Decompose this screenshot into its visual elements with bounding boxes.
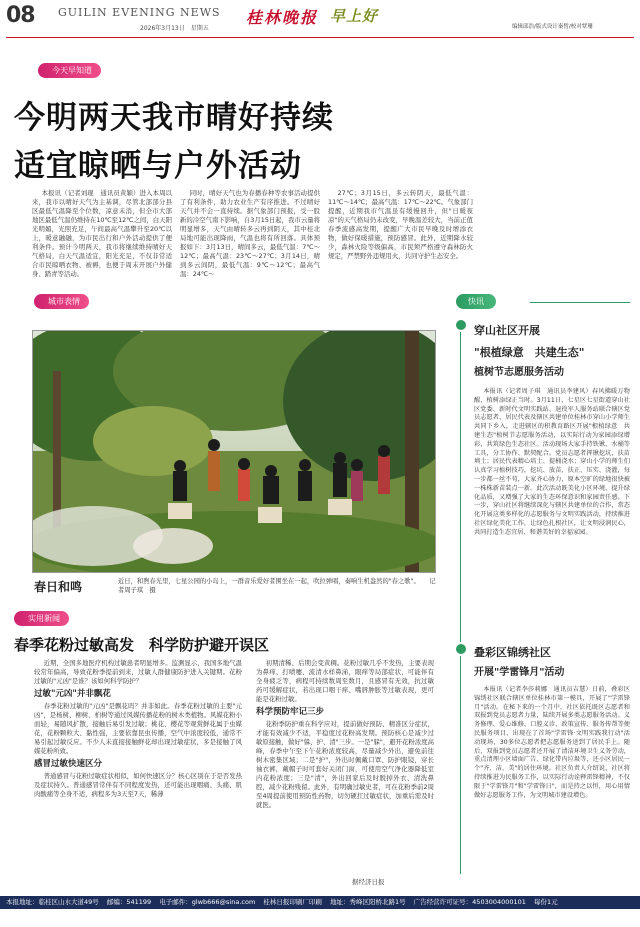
- footer-email: 电子邮件：glwb666@sina.com: [159, 898, 256, 906]
- pollen-subhead-3: 科学预防牢记三步: [256, 707, 325, 717]
- footer-printer-address: 地址：秀峰区阳桥北路1号: [329, 898, 406, 906]
- headline-line2: 适宜晾晒与户外活动: [14, 148, 302, 184]
- brief-bullet-1: [456, 320, 466, 330]
- footer-price: 每份1元: [534, 898, 558, 906]
- brief-line-1: [460, 332, 461, 642]
- section-logo: 早上好: [330, 7, 379, 25]
- editor-credits: 编辑邱浩/版式设计秦皙/校对覃珊: [512, 24, 593, 30]
- issue-date: 2026年3月13日 星期五: [140, 25, 209, 32]
- pollen-paragraph-1: 春季花粉过敏的"元凶"是飘花吗？并非如此。春季花粉过敏的主要"元凶"，是杨树、柳树、柏树等通过风媒传播花粉的树木类植物。风媒花粉小而轻，易随风扩散，接触后易引发过敏；桃花、樱花等观赏鲜花属于虫媒花，花粉颗粒大、黏性强，主要依靠昆虫传播，空气中浓度较低，通常不易引起过敏反应。不少人未直接接触鲜花却出现过敏症状，多是接触了风媒花粉所致。: [34, 702, 242, 755]
- header-divider: [6, 37, 634, 38]
- pollen-headline: 春季花粉过敏高发 科学防护避开误区: [14, 636, 270, 654]
- brief1-body: 本报讯（记者周子琪 通讯员李建风）春风拂暖万物醒，植树添绿正当时。3月11日，七星区七星街道穿山社区党委、新时代文明实践站、退役军人服务站联合辖区党员志愿者、居民代表及辖区共建单位桂林市穿山小学师生共同下乡入，走进辖区的积教育路区开展"根植绿意 共建生态"植树节志愿服务活动，以实际行动为家园添绿增彩，共筑绿色生态社区。活动现场大家手持铁锹、水桶等工具，分工协作、默契配合。党员志愿者挥锹挖坑，扶苗填土；居民代表精心培土、提桶浇水；穿山小学的师生们认真学习植树技巧，挖坑、放苗、扶正、压实、浇灌，每一步都一丝不苟，大家齐心协力，原本空旷的绿地很快被一株株新苗装点一新。此次活动既美化小区环境、提升绿化品质，又增强了大家的生态环保意识和家园责任感。下一步，穿山社区将继续深化与辖区共建单位的合作，常态化开展这类多样化的志愿服务与文明实践活动，持续推进社区绿化美化工作，让绿色扎根社区，让文明浸润民心，共同打造生态宜居、和谐美好的幸福家园。: [474, 388, 630, 536]
- paper-name: GUILIN EVENING NEWS: [58, 6, 221, 19]
- headline-line1: 今明两天我市晴好持续: [14, 100, 334, 136]
- photo-caption-title: 春日和鸣: [34, 580, 83, 594]
- weather-column-1: 本报讯（记者刘琨 通讯员黄颖）进入本周以来，我市以晴好天气为主基调，尽管北部部分县区最低气温降至个位数，凉意未消，但全市大部地区最低气温仍维持在10℃至12℃之间，白天阳光明媚，光照充足，午间最高气温攀升至20℃以上，暖意融融，为市民出行和户外活动提供了便利条件。预计今明两天，我市将继续维持晴好天气格局，白天气温适宜，阳光充足，不仅非常适合市民晾晒衣物、被褥，也便于周末开展户外健身、踏青等活动。: [32, 189, 172, 278]
- photo-caption: 近日，和煦春光里，七星公园的小岛上，一群音乐爱好者围坐在一起，吹拉弹唱，奏响生机盎然的"春之歌"。 记者周子琪 摄: [118, 578, 436, 594]
- section-tag-news: 实用新闻: [14, 611, 69, 626]
- footer-post: 邮编：541199: [106, 898, 152, 906]
- paper-logo: 桂林晚报: [246, 8, 319, 27]
- page-number: 08: [6, 3, 35, 28]
- pollen-column-1: [34, 659, 242, 799]
- park-music-photo: [32, 330, 436, 573]
- page-footer: [0, 896, 640, 909]
- brief-bullet-2: [456, 644, 466, 654]
- brief-line-2: [460, 656, 461, 874]
- pollen-intro: 近期，全国多地医疗机构过敏患者明显增多。监测显示，我国多地气温较常年偏高，导致花粉季提前到来，过敏人群健康防护进入关键期。花粉过敏的"元凶"是谁？该如何科学防护？: [34, 659, 242, 685]
- brief1-title-line3: 植树节志愿服务活动: [474, 367, 564, 378]
- footer-printer: 桂林日报印刷厂印刷: [263, 898, 322, 906]
- footer-ad-license: 广告经营许可证号：4503004000101: [413, 898, 526, 906]
- pollen-paragraph-4: 花粉季防护重在科学应对，提前做好预防、精准区分症状，才能有效减少不适，平稳度过花粉高发期。预防核心是减少过敏原接触，做好"躲、护、清"三步。一是"躲"，避开花粉浓度高峰，春季中午至下午花粉浓度较高，尽量减少外出，避免前往树木密集区域；二是"护"，外出时佩戴口罩、防护眼镜，穿长袖衣裤，戴帽子时可套好关闭门窗，可使用空气净化器降低室内花粉浓度；三是"清"，外出回家后及时脱掉外衣、清洗鼻腔，减少花粉残留。此外，有明确过敏史者，可在花粉季前2周至4周提前使用预防性药物，切勿硬扛过敏症状，加重后需及时就医。: [256, 720, 434, 809]
- pollen-subhead-2: 感冒过敏快速区分: [34, 759, 103, 769]
- pollen-paragraph-2: 普通感冒与花粉过敏症状相似，如何快速区分？核心区别在于是否发热及症状持久。普通感冒常伴有不同程度发热，还可能出现咽痛、头痛、肌肉酸痛等全身不适，病程多为3天至7天，稀薄: [34, 772, 242, 798]
- section-tag-today: 今天早知道: [38, 63, 101, 78]
- pollen-paragraph-3: 初期清稀、后期会变黄稠。花粉过敏几乎不发热，主要表现为鼻痒、打喷嚏、流清水样鼻涕，眼痒等局部症状，可能伴有全身疲乏等，病程可持续数周至数月，且感冒有无效，抗过敏药可缓解症状，若出现口咽干痒、嘴唇肿胀等过敏表现，更可能是花粉过敏。: [256, 659, 434, 703]
- weather-column-3: 27℃；3月15日，多云转阴天，最低气温：11℃～14℃；最高气温：17℃～22℃。气象部门提醒，近期我市气温虽有缓慢回升，但"日暖夜凉"的天气格局仍未改变，早晚温差较大，当前正值春季流感高发期，提醒广大市民早晚及时增添衣物，做好保暖措施，预防感冒。此外，近期降水较少，森林火险等级偏高，市民须严格遵守森林防火规定，严禁野外违规用火，共同守护生态安全。: [328, 189, 473, 260]
- brief1-title-line1: 穿山社区开展: [474, 324, 540, 337]
- section-tag-city: 城市表情: [34, 294, 89, 309]
- brief-tag: 快讯: [456, 294, 496, 309]
- brief2-title-line1: 叠彩区锦绣社区: [474, 646, 551, 659]
- brief2-body: 本报讯（记者李莎莉娜 通讯员吉慧）日前，叠彩区锦绣社区联合辖区单位桂林市第一模具，开展了"学雷锋月"活动。在秘下来的一个月中，社区依托既区志愿者和双报到党员志愿者力量，陆续开展多类志愿服务活动。义务修理、爱心维修、口腔义诊、政策宣传、服务传帮等便民服务项目，出现在了首场"学雷锋·文明实践我行动"活动现场，30多位志愿者把志愿服务送到了居民手上。随后，双报到党员志愿者还开展了清洁环境卫生义务劳动，重点清理小区墙面广告、绿化带内垃圾等，还小区居民一个"齐、洁、美"的居住环境。社区负责人介绍说，社区将持续推进为民服务工作，以实际行动诠释雷锋精神，不仅限于"学雷锋月"和"学雷锋日"，而是持之以恒，用心用情做好志愿服务工作，为文明城市建设增色。: [474, 686, 630, 799]
- photo-illustration: [33, 331, 435, 572]
- pollen-subhead-1: 过敏"元凶"并非飘花: [34, 689, 111, 699]
- brief1-title-line2: "根植绿意 共建生态": [474, 346, 585, 359]
- pollen-column-2: [256, 659, 434, 810]
- brief-divider: [530, 302, 630, 303]
- pollen-source: 据经济日报: [352, 878, 385, 886]
- brief2-title-line2: 开展"学雷锋月"活动: [474, 667, 565, 678]
- footer-address: 本报地址：临桂区山水大道49号: [6, 898, 99, 906]
- weather-column-2: 同时，晴好天气也为春播春种等农事活动提供了有利条件，助力农业生产有序推进。不过晴好天气并不会一直持续。据气象部门预报，受一股新的冷空气南下影响，自3月15日起，我市云量将明显增多，天气由晴转多云再到阴天，其中桂北局地可能出现降雨，气温也将有所回落。具体预报如下：3月13日，晴间多云，最低气温：7℃～12℃；最高气温：23℃～27℃；3月14日，晴到多云间阴，最低气温：9℃～12℃；最高气温：24℃～: [180, 189, 321, 278]
